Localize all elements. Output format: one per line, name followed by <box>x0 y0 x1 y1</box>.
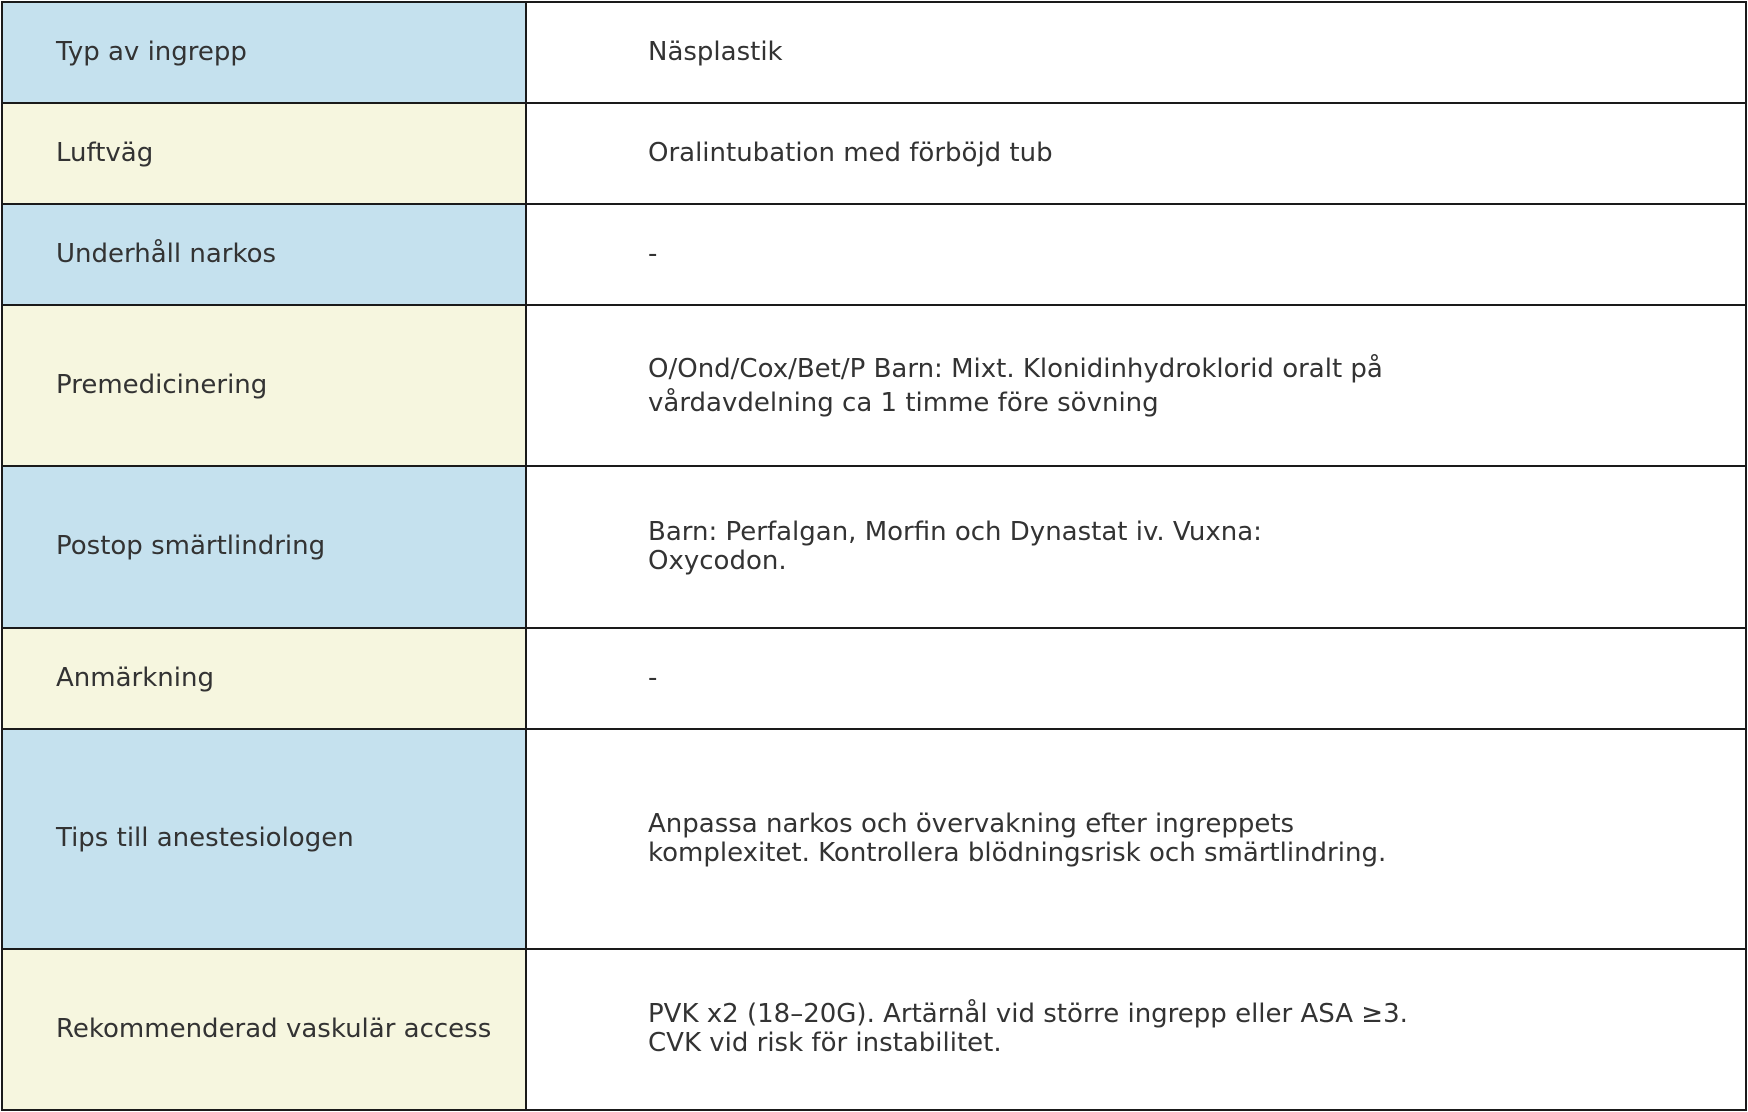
row-label: Rekommenderad vaskulär access <box>2 949 526 1110</box>
row-value-text: Näsplastik <box>648 37 783 68</box>
table-row <box>2 466 1746 627</box>
table-row <box>2 305 1746 466</box>
row-label: Typ av ingrepp <box>2 2 526 103</box>
row-value <box>526 729 1746 949</box>
row-value <box>526 2 1746 103</box>
row-value <box>526 103 1746 204</box>
table-row <box>2 204 1746 305</box>
row-value-text: - <box>648 239 658 270</box>
row-label: Premedicinering <box>2 305 526 466</box>
anesthesia-info-table <box>1 1 1747 1111</box>
table-row <box>2 949 1746 1110</box>
row-value <box>526 305 1746 466</box>
row-value-text: - <box>648 662 658 693</box>
table-row <box>2 729 1746 949</box>
row-label: Luftväg <box>2 103 526 204</box>
table-row <box>2 628 1746 729</box>
row-value-text: PVK x2 (18–20G). Artärnål vid större ingrepp eller ASA ≥3. CVK vid risk för instabilitet. <box>648 999 1408 1059</box>
row-label: Underhåll narkos <box>2 204 526 305</box>
row-value <box>526 628 1746 729</box>
table-row <box>2 2 1746 103</box>
table-row <box>2 103 1746 204</box>
row-label: Anmärkning <box>2 628 526 729</box>
row-label: Tips till anestesiologen <box>2 729 526 949</box>
row-value-text: Anpassa narkos och övervakning efter ingreppets komplexitet. Kontrollera blödningsrisk och smärtlindring. <box>648 808 1387 868</box>
row-value-text: O/Ond/Cox/Bet/P Barn: Mixt. Klonidinhydroklorid oralt på vårdavdelning ca 1 timme före sövning <box>648 353 1383 418</box>
row-value <box>526 949 1746 1110</box>
row-value-text: Barn: Perfalgan, Morfin och Dynastat iv. Vuxna: Oxycodon. <box>648 516 1262 576</box>
row-label: Postop smärtlindring <box>2 466 526 627</box>
row-value <box>526 204 1746 305</box>
row-value <box>526 466 1746 627</box>
row-value-text: Oralintubation med förböjd tub <box>648 138 1053 169</box>
